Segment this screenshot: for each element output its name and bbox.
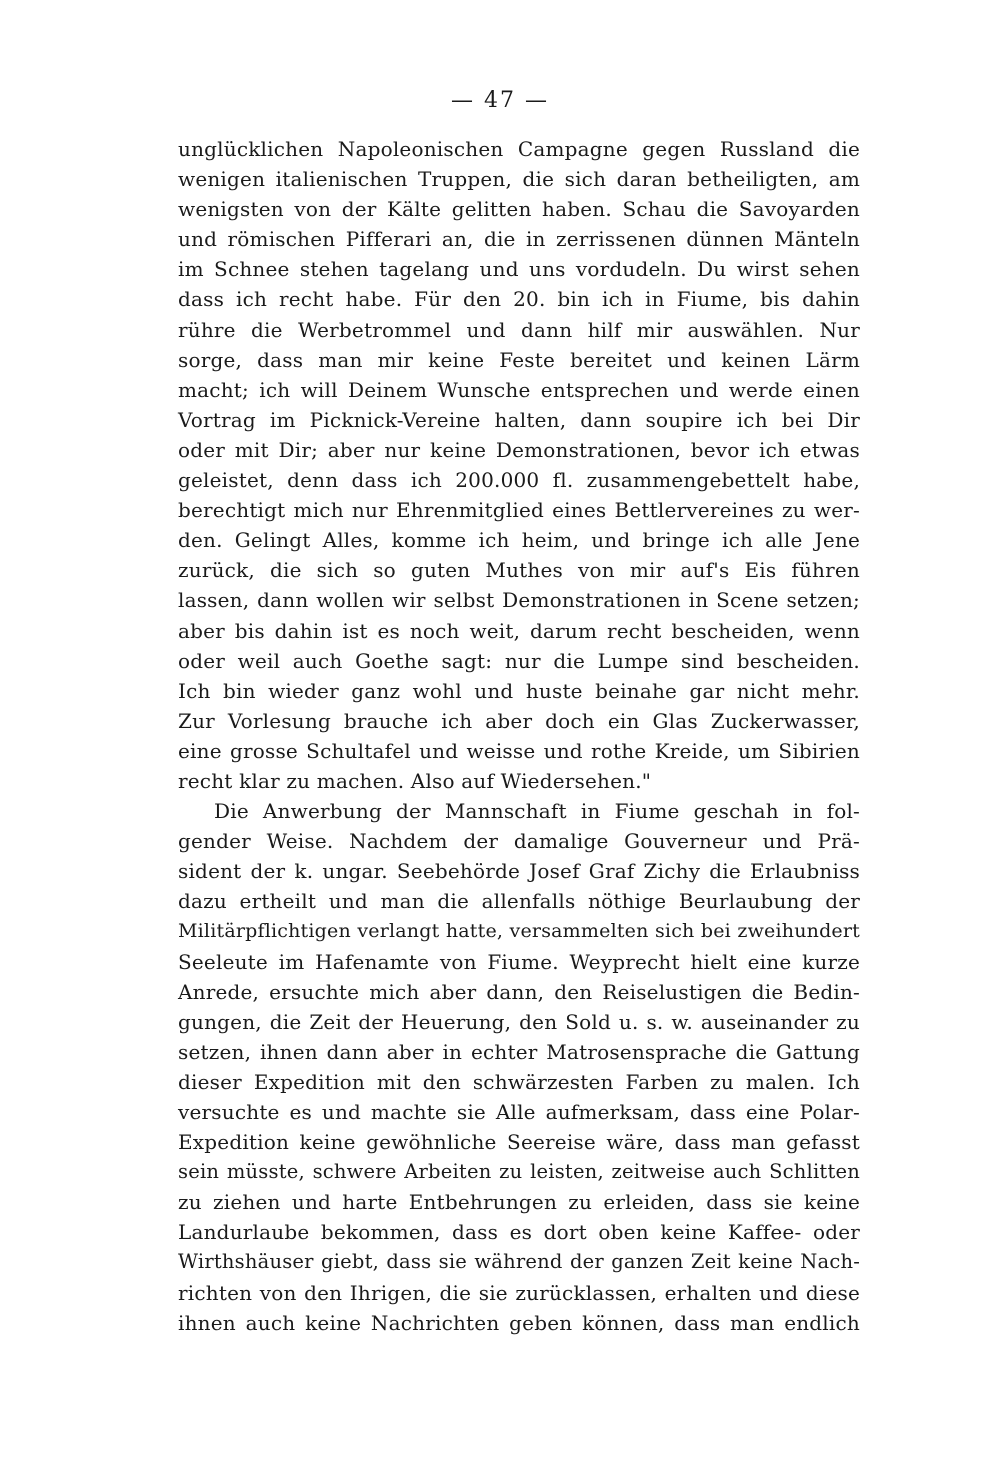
text-line: Ich bin wieder ganz wohl und huste beinahe gar nicht mehr. xyxy=(178,678,860,703)
text-line: unglücklichen Napoleonischen Campagne gegen Russland die xyxy=(178,137,860,161)
text-line: Seeleute im Hafenamte von Fiume. Weyprecht hielt eine kurze xyxy=(178,949,860,974)
text-line: aber bis dahin ist es noch weit, darum recht bescheiden, wenn xyxy=(178,618,860,643)
text-line: sident der k. ungar. Seebehörde Josef Graf Zichy die Erlaubniss xyxy=(178,859,860,884)
text-line: dass ich recht habe. Für den 20. bin ich in Fiume, bis dahin xyxy=(178,287,860,312)
text-line: recht klar zu machen. Also auf Wiedersehen." xyxy=(178,768,652,793)
text-line: setzen, ihnen dann aber in echter Matrosensprache die Gattung xyxy=(178,1039,860,1064)
text-line: Militärpflichtigen verlangt hatte, versammelten sich bei zweihundert xyxy=(178,920,860,943)
text-line: sein müsste, schwere Arbeiten zu leisten, zeitweise auch Schlitten xyxy=(178,1160,860,1184)
text-line: eine grosse Schultafel und weisse und rothe Kreide, um Sibirien xyxy=(178,738,860,763)
text-line: dazu ertheilt und man die allenfalls nöthige Beurlaubung der xyxy=(178,889,860,914)
text-line: wenigsten von der Kälte gelitten haben. Schau die Savoyarden xyxy=(178,197,860,222)
text-line: Landurlaube bekommen, dass es dort oben keine Kaffee- oder xyxy=(178,1220,860,1245)
text-line: lassen, dann wollen wir selbst Demonstrationen in Scene setzen; xyxy=(178,588,860,613)
text-line: versuchte es und machte sie Alle aufmerksam, dass eine Polar- xyxy=(178,1100,860,1124)
text-line: richten von den Ihrigen, die sie zurücklassen, erhalten und diese xyxy=(178,1280,860,1305)
text-line: den. Gelingt Alles, komme ich heim, und bringe ich alle Jene xyxy=(178,528,860,553)
text-line: ihnen auch keine Nachrichten geben können, dass man endlich xyxy=(178,1310,860,1335)
text-line: geleistet, denn dass ich 200.000 fl. zusammengebettelt habe, xyxy=(178,468,860,493)
text-line: Wirthshäuser giebt, dass sie während der ganzen Zeit keine Nach- xyxy=(178,1250,860,1274)
text-line: sorge, dass man mir keine Feste bereitet und keinen Lärm xyxy=(178,347,860,372)
text-line: Anrede, ersuchte mich aber dann, den Reiselustigen die Bedin- xyxy=(178,979,860,1004)
text-line: oder weil auch Goethe sagt: nur die Lumpe sind bescheiden. xyxy=(178,648,860,673)
page-number: — 47 — xyxy=(451,88,549,113)
text-line: Zur Vorlesung brauche ich aber doch ein Glas Zuckerwasser, xyxy=(178,708,860,733)
text-line: oder mit Dir; aber nur keine Demonstrationen, bevor ich etwas xyxy=(178,437,860,462)
text-line: Vortrag im Picknick-Vereine halten, dann soupire ich bei Dir xyxy=(178,407,860,432)
body-text xyxy=(178,134,860,1338)
text-line: gender Weise. Nachdem der damalige Gouverneur und Prä- xyxy=(178,829,860,854)
text-line: im Schnee stehen tagelang und uns vordudeln. Du wirst sehen xyxy=(178,257,860,282)
text-line: berechtigt mich nur Ehrenmitglied eines Bettlervereines zu wer- xyxy=(178,498,860,523)
text-line: dieser Expedition mit den schwärzesten Farben zu malen. Ich xyxy=(178,1069,860,1094)
text-line: gungen, die Zeit der Heuerung, den Sold u. s. w. auseinander zu xyxy=(178,1009,860,1034)
text-line: rühre die Werbetrommel und dann hilf mir auswählen. Nur xyxy=(178,317,860,342)
text-line: und römischen Pifferari an, die in zerrissenen dünnen Mänteln xyxy=(178,227,860,252)
text-line: Expedition keine gewöhnliche Seereise wäre, dass man gefasst xyxy=(178,1130,860,1155)
text-line: wenigen italienischen Truppen, die sich daran betheiligten, am xyxy=(178,167,860,192)
paragraph-start-line: Die Anwerbung der Mannschaft in Fiume geschah in fol- xyxy=(214,799,860,824)
text-line: zu ziehen und harte Entbehrungen zu erleiden, dass sie keine xyxy=(178,1190,860,1215)
text-line: zurück, die sich so guten Muthes von mir auf's Eis führen xyxy=(178,558,860,583)
text-line: macht; ich will Deinem Wunsche entsprechen und werde einen xyxy=(178,377,860,402)
